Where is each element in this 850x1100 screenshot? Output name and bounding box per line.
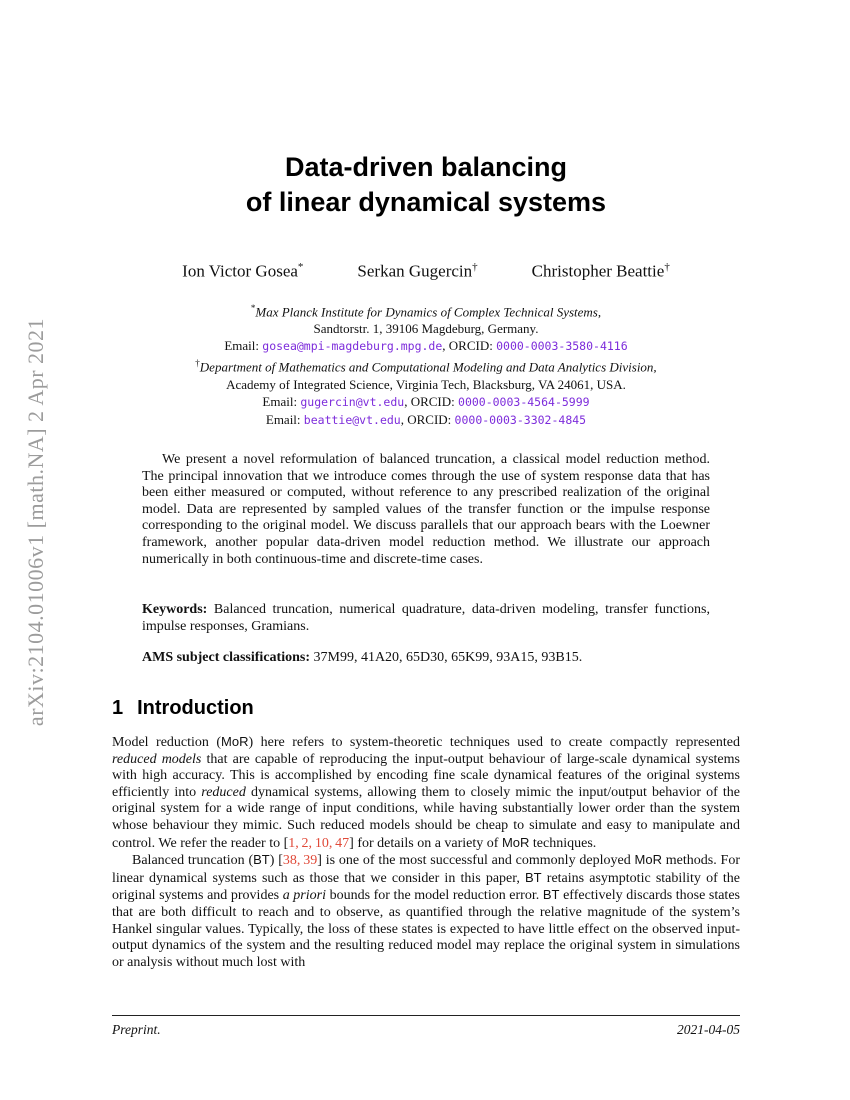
body-text-run: Balanced truncation ( [132, 853, 254, 869]
body-text-run: methods. For linear dynamical systems such as those that we consider in this paper, [112, 853, 740, 886]
body-text-run: techniques. [529, 835, 597, 851]
email-link-gugercin[interactable]: gugercin@vt.edu [300, 394, 405, 409]
ams-classifications-block [142, 650, 710, 667]
title-line-2: of linear dynamical systems [245, 187, 607, 217]
section-heading-introduction [112, 697, 740, 720]
author-mark: † [664, 261, 670, 273]
affiliation-line-1 [112, 300, 740, 320]
author-mark: * [297, 261, 304, 273]
affiliation-line-6 [112, 393, 740, 411]
paper-title [112, 150, 740, 220]
author-list [112, 261, 740, 282]
acronym-bt: BT [253, 852, 270, 868]
emphasis-reduced-models: reduced models [112, 751, 202, 767]
acronym-bt: BT [525, 869, 542, 885]
body-text-run: ] for details on a variety of [349, 835, 502, 851]
ams-label: AMS subject classifications: [142, 650, 310, 665]
author-gosea [182, 261, 303, 282]
asterisk-mark: * [250, 303, 256, 313]
abstract [142, 452, 710, 568]
citation-link-38-39[interactable]: 38, 39 [282, 853, 318, 869]
orcid-link-beattie[interactable]: 0000-0003-3302-4845 [454, 412, 587, 427]
intro-paragraph-1 [112, 734, 740, 852]
affiliation-line-4 [112, 355, 740, 375]
keywords-label: Keywords: [142, 602, 208, 617]
footer-preprint-label: Preprint. [112, 1022, 161, 1037]
body-text-run: that are capable of reproducing the input-output behaviour of large-scale dynamical systems with high accuracy. This is accomplished by encoding fine scale dynamical features of the original systems efficiently into [112, 751, 740, 800]
introduction-body [112, 734, 740, 971]
dagger-mark: † [195, 358, 200, 369]
orcid-label: , ORCID: [400, 411, 455, 427]
orcid-label: , ORCID: [404, 393, 459, 409]
body-text-run: retains asymptotic stability of the original systems and provides [112, 870, 740, 904]
author-name: Ion Victor Gosea [182, 261, 298, 281]
affiliation-line-3 [112, 337, 740, 355]
keywords-text: Balanced truncation, numerical quadrature, data-driven modeling, transfer functions, impulse responses, Gramians. [142, 602, 710, 634]
page-footer [112, 1022, 740, 1038]
keywords-block [142, 602, 710, 635]
body-text-run: effectively discards those states that are both difficult to reach and to observe, as quantified through the relative magnitude of the system’s Hankel singular values. Typically, the loss of these states is expected to have little effect on the observed input-output dynamics of the system and the resulting reduced model may replace the original system in simulations or analysis without much lost with [112, 888, 740, 970]
email-label: Email: [265, 411, 304, 427]
orcid-link-gugercin[interactable]: 0000-0003-4564-5999 [458, 394, 590, 409]
footer-date: 2021-04-05 [677, 1022, 740, 1037]
author-name: Serkan Gugercin [357, 261, 473, 281]
citation-link-1-2-10-47[interactable]: 1, 2, 10, 47 [288, 835, 350, 851]
affiliation-line-5: Academy of Integrated Science, Virginia Tech, Blacksburg, VA 24061, USA. [226, 376, 626, 392]
section-number: 1 [112, 697, 124, 719]
body-text-run: dynamical systems, allowing them to closely mimic the input/output behavior of the original system for a wide range of input conditions, while having substantially lower order than the system whose behaviour they mimic. Such reduced models should be cheap to simulate and easy to manipulate and control. We refer the reader to [ [112, 784, 740, 851]
email-label: Email: [262, 393, 301, 409]
body-text-run: ) [ [269, 853, 283, 869]
emphasis-reduced: reduced [201, 784, 246, 800]
author-gugercin [357, 261, 477, 282]
arxiv-watermark: arXiv:2104.01006v1 [math.NA] 2 Apr 2021 [23, 317, 48, 727]
section-title: Introduction [137, 697, 254, 719]
emphasis-a-priori: a priori [282, 888, 326, 904]
body-text-run: Model reduction ( [112, 735, 222, 750]
acronym-mor: MoR [221, 734, 249, 749]
orcid-label: , ORCID: [442, 338, 497, 354]
body-text-run: ] is one of the most successful and commonly deployed [317, 853, 635, 869]
ams-text: 37M99, 41A20, 65D30, 65K99, 93A15, 93B15. [310, 650, 583, 665]
email-link-beattie[interactable]: beattie@vt.edu [303, 412, 401, 427]
affiliation-line-7 [112, 411, 740, 429]
affiliation-institute-2: Department of Mathematics and Computational Modeling and Data Analytics Division, [199, 359, 657, 375]
email-label: Email: [224, 338, 263, 354]
abstract-text: We present a novel reformulation of balanced truncation, a classical model reduction method. The principal innovation that we introduce comes through the use of system response data that has been either measured or computed, without reference to any prescribed realization of the original model. Data are represented by sampled values of the transfer function or the impulse response corresponding to the original model. We discuss parallels that our approach bears with the Loewner framework, another popular data-driven model reduction method. We illustrate our approach numerically in both continuous-time and discrete-time cases. [142, 452, 710, 567]
body-text-run: ) here refers to system-theoretic techniques used to create compactly represented [248, 735, 740, 750]
affiliation-line-2: Sandtorstr. 1, 39106 Magdeburg, Germany. [313, 321, 539, 337]
author-name: Christopher Beattie [531, 261, 665, 281]
affiliation-block [112, 300, 740, 429]
footer-divider [112, 1015, 740, 1016]
title-line-1: Data-driven balancing [284, 152, 568, 182]
author-beattie [532, 261, 670, 282]
intro-paragraph-2 [112, 852, 740, 971]
acronym-bt: BT [542, 887, 560, 903]
acronym-mor: MoR [501, 834, 530, 850]
acronym-mor: MoR [634, 852, 662, 868]
orcid-link-gosea[interactable]: 0000-0003-3580-4116 [496, 339, 628, 354]
author-mark: † [472, 261, 478, 273]
affiliation-institute-1: Max Planck Institute for Dynamics of Complex Technical Systems, [255, 304, 602, 320]
body-text-run: bounds for the model reduction error. [325, 888, 543, 904]
email-link-gosea[interactable]: gosea@mpi-magdeburg.mpg.de [262, 339, 443, 354]
